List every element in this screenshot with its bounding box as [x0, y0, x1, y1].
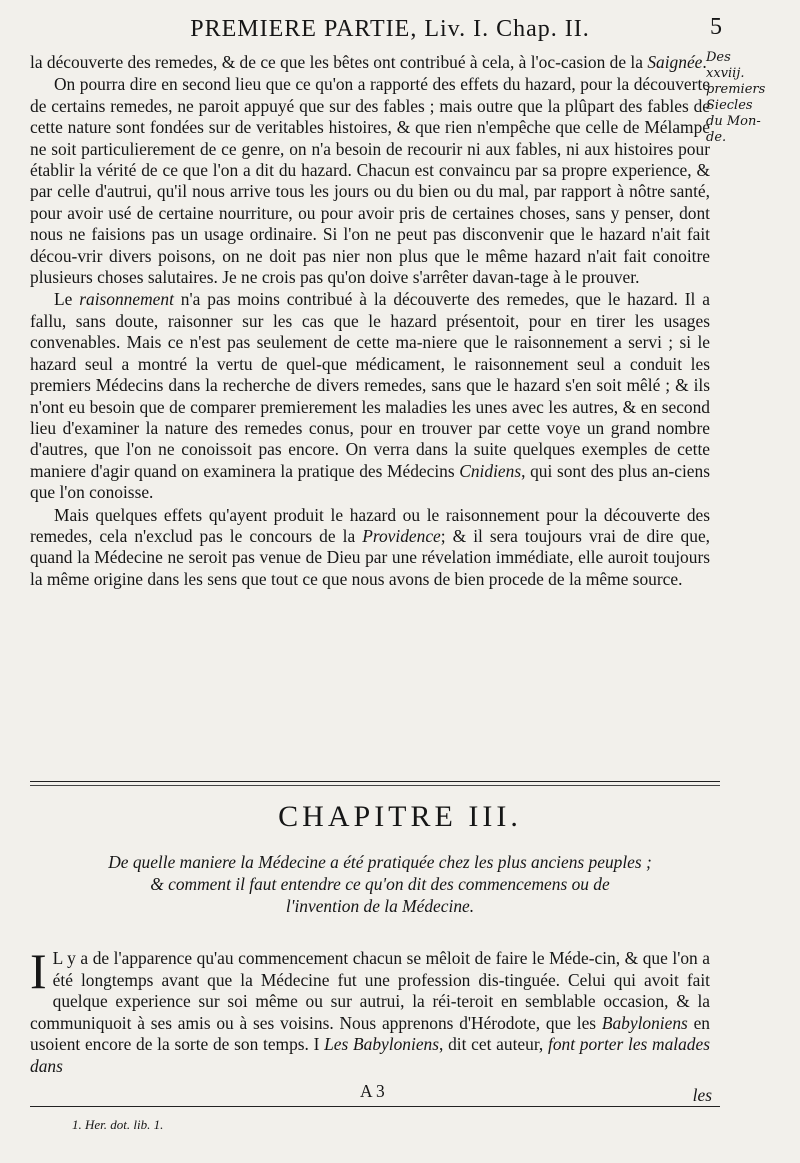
- paragraph: Mais quelques effets qu'ayent produit le hazard ou le raisonnement pour la découverte des remedes, cela n'exclud pas le concours de la Providence; & il sera toujours vrai de dire que, quand la Médecine ne seroit pas venue de Dieu par une révelation immédiate, elle auroit toujours la même origine dans les sens que tout ce que nous avons de bien procede de la même source.: [30, 504, 711, 589]
- drop-cap: I: [30, 943, 47, 999]
- running-head: PREMIERE PARTIE, Liv. I. Chap. II.: [190, 16, 590, 42]
- subtitle-line: & comment il faut entendre ce qu'on dit des commencemens ou de: [150, 874, 610, 894]
- chapter-subtitle: [40, 851, 720, 917]
- page-number: 5: [710, 14, 722, 40]
- margin-note-line: Siecles: [706, 98, 753, 113]
- margin-note: [706, 50, 768, 146]
- margin-note-line: de.: [706, 130, 727, 145]
- signature-mark: A 3: [360, 1081, 385, 1101]
- paragraph: On pourra dire en second lieu que ce qu'on a rapporté des effets du hazard, pour la découverte de certains remedes, ne paroit appuyé que sur des fables ; mais outre que la plûpart des fables de cette nature sont fondées sur de veritables histoires, & que rien n'empêche que celle de Mélampe ne soit particulierement de ce genre, on n'a besoin de recourir ni aux fables, ni aux histoires pour établir la vérité de ce que l'on a dit du hazard. Chacun est convaincu par sa propre experience, & par celle d'autrui, qu'il nous arrive tous les jours ou du bien ou du mal, par rapport à nôtre santé, pour avoir usé de certaine nourriture, ou pour avoir pris de certaines choses, sans y penser, dont nous ne faisions pas un usage ordinaire. Si l'on ne peut pas disconvenir que le hazard n'ait fait décou-vrir divers poisons, on ne doit pas nier non plus que le même hazard n'ait fait conoitre plusieurs choses salutaires. Je ne crois pas qu'on doive s'arrêter davan-tage à le prouver.: [30, 74, 710, 288]
- catchword: les: [692, 1085, 712, 1105]
- body-text: [30, 52, 710, 590]
- subtitle-line: De quelle maniere la Médecine a été pratiquée chez les plus anciens peuples ;: [108, 852, 652, 872]
- margin-note-line: xxviij.: [706, 66, 745, 81]
- footnote: 1. Her. dot. lib. 1.: [72, 1117, 164, 1132]
- italic-text: Cnidiens: [459, 460, 522, 481]
- chapter-title: CHAPITRE III.: [278, 800, 522, 833]
- catchwords-line: [30, 1081, 720, 1103]
- section-divider: [30, 781, 720, 782]
- chapter-paragraph: L y a de l'apparence qu'au commencement chacun se mêloit de faire le Méde-cin, & que l'on a été longtemps avant que la Médecine fut une profession dis-tinguée. Celui qui avoit fait quelque experience sur soi même ou sur autrui, la réi-teroit en semblable occasion, & la communiquoit à ses amis ou à ses voisins. Nous apprenons d'Hérodote, que les Babyloniens en usoient encore de la sorte de son temps. I Les Babyloniens, dit cet auteur, font porter les malades dans: [30, 948, 711, 1076]
- margin-note-line: du Mon-: [706, 114, 761, 129]
- paragraph: Le raisonnement n'a pas moins contribué à la découverte des remedes, que le hazard. Il a fallu, sans doute, raisonner sur les cas que le hazard présentoit, pour en tirer les usages convenables. Mais ce n'est pas seulement de cette ma-niere que le raisonnement a servi ; si le hazard seul a montré la vertu de quel-que médicament, le raisonnement seul a conduit les premiers Médecins dans la recherche de divers remedes, sans que le hazard s'en soit mêlé ; & ils n'ont eu besoin que de comparer premierement les maladies les unes avec les autres, & en second lieu d'examiner la nature des remedes conus, pour en trouver par cette voye un grand nombre d'autres, que l'on ne conoissoit pas encore. On verra dans la suite quelques exemples de cette maniere d'agir quand on examinera la pratique des Médecins Cnidiens, qui sont des plus an-ciens que l'on conoisse.: [30, 289, 710, 503]
- italic-text: Saignée: [647, 52, 703, 72]
- margin-note-line: premiers: [706, 82, 766, 97]
- footnote-rule: [30, 1106, 720, 1107]
- italic-text: raisonnement: [79, 289, 174, 310]
- italic-text: Babyloniens: [601, 1012, 688, 1033]
- italic-text: font porter les malades dans: [30, 1034, 710, 1076]
- margin-note-line: Des: [706, 50, 731, 65]
- paragraph: la découverte des remedes, & de ce que les bêtes ont contribué à cela, à l'oc-casion de la Saignée.: [30, 52, 707, 72]
- italic-text: Les Babyloniens: [324, 1034, 439, 1055]
- subtitle-line: l'invention de la Médecine.: [285, 896, 475, 916]
- chapter-body: [30, 943, 711, 1078]
- italic-text: Providence: [362, 525, 441, 546]
